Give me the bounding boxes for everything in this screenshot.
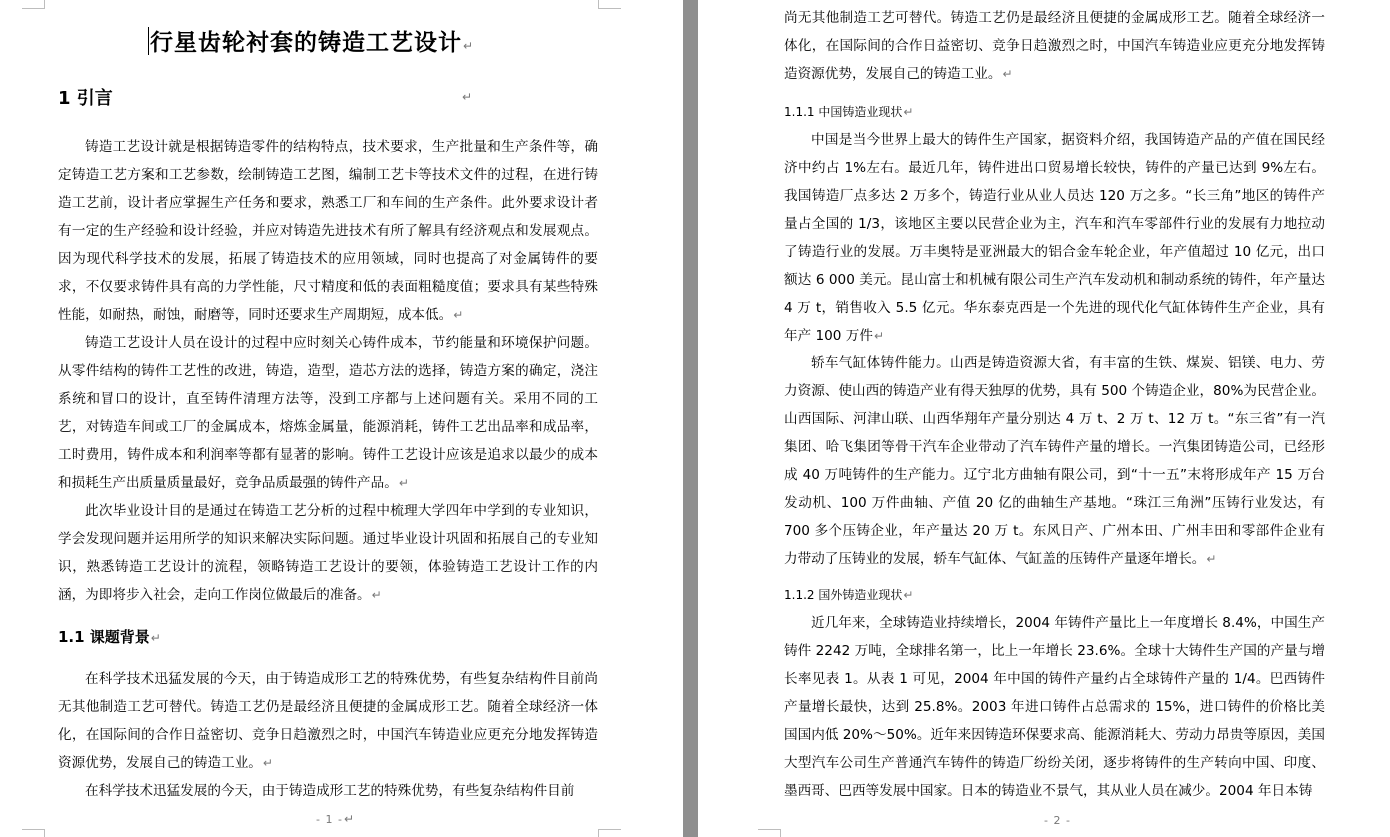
document-title-text: 行星齿轮衬套的铸造工艺设计: [150, 30, 462, 56]
background-repeat-text: 在科学技术迅猛发展的今天，由于铸造成形工艺的特殊优势，有些复杂结构件目前: [85, 783, 575, 799]
paragraph-mark: ↵: [371, 588, 382, 602]
subsection-heading-foreign: [784, 586, 913, 603]
section-heading-introduction: 1 引言: [58, 88, 113, 109]
paragraph-mark: ↵: [903, 588, 914, 602]
china-paragraph-2: [784, 349, 1325, 573]
section-heading-background-text: 1.1 课题背景: [58, 628, 150, 646]
background-paragraph-repeat: [58, 777, 598, 805]
china-paragraph-1-text: 中国是当今世界上最大的铸件生产国家，据资料介绍，我国铸造产品的产值在国民经济中约占 1%左右。最近几年，铸件进出口贸易增长较快，铸件的产量已达到 9%左右。我国铸造厂点多达 2 万多个，铸造行业从业人员达 120 万之多。“长三角”地区的铸件产量占全国的 1/3，该地区主要以民营企业为主，汽车和汽车零部件行业的发展有力地拉动了铸造行业的发展。万丰奥特是亚洲最大的铝合金车轮企业，年产值超过 10 亿元，出口额达 6 000 美元。昆山富士和机械有限公司生产汽车发动机和制动系统的铸件，年产量达 4 万 t，销售收入 5.5 亿元。华东泰克西是一个先进的现代化气缸体铸件生产企业，具有年产 100 万件: [784, 132, 1325, 344]
document-title: [148, 24, 568, 57]
paragraph-mark: ↵: [150, 631, 161, 645]
paragraph-mark: ↵: [398, 476, 409, 490]
crop-mark: [22, 0, 45, 9]
intro-paragraph-3-text: 此次毕业设计目的是通过在铸造工艺分析的过程中梳理大学四年中学到的专业知识，学会发现问题并运用所学的知识来解决实际问题。通过毕业设计巩固和拓展自己的专业知识，熟悉铸造工艺设计的流程，领略铸造工艺设计的要领，体验铸造工艺设计工作的内涵，为即将步入社会，走向工作岗位做最后的准备。: [58, 503, 598, 603]
page-number-text: - 2 -: [1044, 814, 1071, 827]
paragraph-mark: ↵: [1206, 552, 1217, 566]
crop-mark: [758, 829, 781, 837]
paragraph-mark: ↵: [873, 329, 885, 343]
page-number: [1044, 814, 1071, 827]
section-heading-background: [58, 626, 161, 647]
subsection-heading-foreign-text: 1.1.2 国外铸造业现状: [784, 588, 903, 602]
paragraph-mark: ↵: [1002, 67, 1013, 81]
document-page-1[interactable]: [0, 0, 683, 837]
paragraph-mark: ↵: [903, 105, 914, 119]
crop-mark: [22, 829, 45, 837]
paragraph-mark: ↵: [262, 756, 273, 770]
crop-mark: [598, 0, 621, 9]
subsection-heading-china: [784, 103, 913, 120]
paragraph-mark: ↵: [453, 308, 464, 322]
background-paragraph: [58, 665, 598, 777]
page-number: [316, 812, 355, 826]
intro-paragraph-1-text: 铸造工艺设计就是根据铸造零件的结构特点，技术要求，生产批量和生产条件等，确定铸造工艺方案和工艺参数，绘制铸造工艺图，编制工艺卡等技术文件的过程，在进行铸造工艺前，设计者应掌握生产任务和要求，熟悉工厂和车间的生产条件。此外要求设计者有一定的生产经验和设计经验，并应对铸造先进技术有所了解具有经济观点和发展观点。因为现代科学技术的发展，拓展了铸造技术的应用领域，同时也提高了对金属铸件的要求，不仅要求铸件具有高的力学性能，尺寸精度和低的表面粗糙度值；要求具有某些特殊性能，如耐热，耐蚀，耐磨等，同时还要求生产周期短，成本低。: [58, 139, 598, 323]
paragraph-mark: ↵: [463, 39, 475, 53]
foreign-paragraph: [784, 609, 1325, 805]
crop-mark: [598, 829, 621, 837]
paragraph-mark: ↵: [343, 812, 355, 826]
continuation-paragraph-text: 尚无其他制造工艺可替代。铸造工艺仍是最经济且便捷的金属成形工艺。随着全球经济一体化，在国际间的合作日益密切、竞争日趋激烈之时，中国汽车铸造业应更充分地发挥铸造资源优势，发展自己的铸造工业。: [784, 10, 1325, 82]
intro-paragraph-2: [58, 329, 598, 497]
intro-paragraph-1: [58, 133, 598, 329]
page-number-text: - 1 -: [316, 813, 343, 826]
subsection-heading-china-text: 1.1.1 中国铸造业现状: [784, 105, 903, 119]
foreign-paragraph-text: 近几年来，全球铸造业持续增长，2004 年铸件产量比上一年度增长 8.4%，中国生产铸件 2242 万吨，全球排名第一，比上一年增长 23.6%。全球十大铸件生产国的产量与增长率见表 1。从表 1 可见，2004 年中国的铸件产量约占全球铸件产量的 1/4。巴西铸件产量增长最快，达到 25.8%。2003 年进口铸件占总需求的 15%，进口铸件的价格比美国国内低 20%～50%。近年来因铸造环保要求高、能源消耗大、劳动力昂贵等原因，美国大型汽车公司生产普通汽车铸件的铸造厂纷纷关闭，逐步将铸件的生产转向中国、印度、墨西哥、巴西等发展中国家。日本的铸造业不景气，其从业人员在减少。2004 年日本铸: [784, 615, 1325, 799]
paragraph-mark: ↵: [462, 90, 473, 104]
background-paragraph-text: 在科学技术迅猛发展的今天，由于铸造成形工艺的特殊优势，有些复杂结构件目前尚无其他制造工艺可替代。铸造工艺仍是最经济且便捷的金属成形工艺。随着全球经济一体化，在国际间的合作日益密切、竞争日趋激烈之时，中国汽车铸造业应更充分地发挥铸造资源优势，发展自己的铸造工业。: [58, 671, 598, 771]
text-cursor: [148, 27, 149, 55]
page-gutter: [683, 0, 698, 837]
china-paragraph-2-text: 轿车气缸体铸件能力。山西是铸造资源大省，有丰富的生铁、煤炭、铝镁、电力、劳力资源、使山西的铸造产业有得天独厚的优势，具有 500 个铸造企业，80%为民营企业。山西国际、河津山联、山西华翔年产量分别达 4 万 t、2 万 t、12 万 t。“东三省”有一汽集团、哈飞集团等骨干汽车企业带动了汽车铸件产量的增长。一汽集团铸造公司，已经形成 40 万吨铸件的生产能力。辽宁北方曲轴有限公司，到“十一五”末将形成年产 15 万台发动机、100 万件曲轴、产值 20 亿的曲轴生产基地。“珠江三角洲”压铸行业发达，有 700 多个压铸企业，年产量达 20 万 t。东风日产、广州本田、广州丰田和零部件企业有力带动了压铸业的发展，轿车气缸体、气缸盖的压铸件产量逐年增长。: [784, 355, 1325, 567]
china-paragraph-1: [784, 126, 1325, 350]
continuation-paragraph: [784, 4, 1325, 88]
intro-paragraph-2-text: 铸造工艺设计人员在设计的过程中应时刻关心铸件成本，节约能量和环境保护问题。从零件结构的铸件工艺性的改进，铸造，造型，造芯方法的选择，铸造方案的确定，浇注系统和冒口的设计，直至铸件清理方法等，没到工序都与上述问题有关。采用不同的工艺，对铸造车间或工厂的金属成本，熔炼金属量，能源消耗，铸件工艺出品率和成品率，工时费用，铸件成本和利润率等都有显著的影响。铸件工艺设计应该是追求以最少的成本和损耗生产出质量质量最好，竞争品质最强的铸件产品。: [58, 335, 598, 491]
intro-paragraph-3: [58, 497, 598, 609]
